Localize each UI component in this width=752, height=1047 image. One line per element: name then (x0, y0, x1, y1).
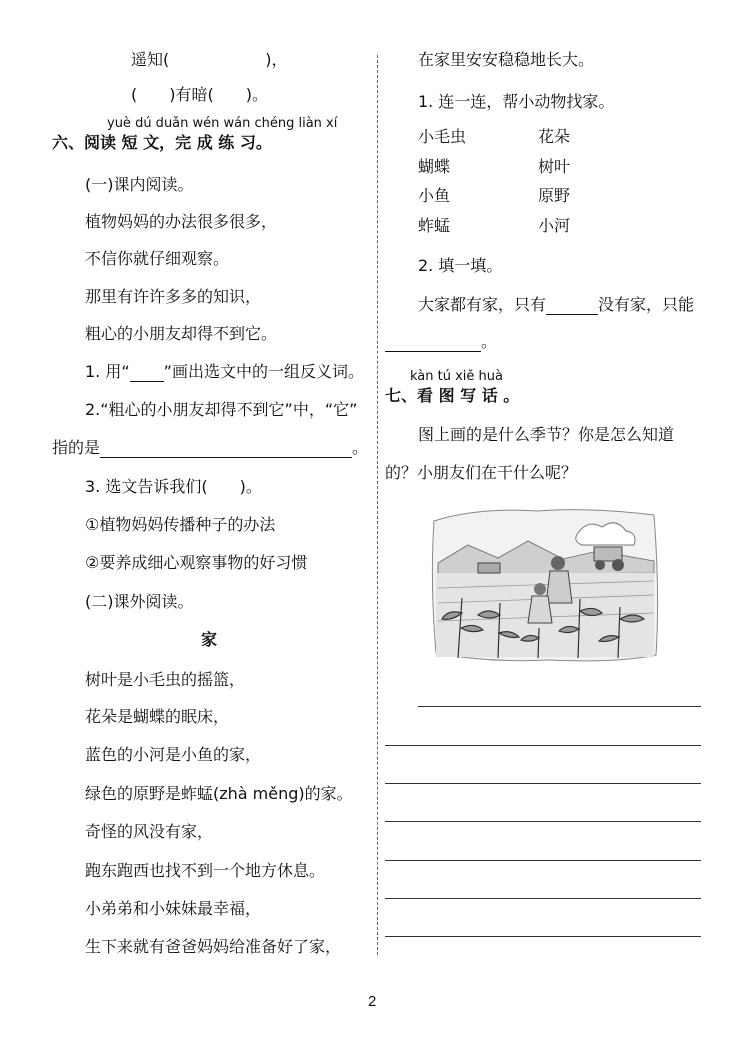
writing-line-5[interactable] (385, 860, 701, 861)
writing-line-1[interactable] (418, 706, 701, 707)
option-2: ②要养成细心观察事物的好习惯 (85, 553, 308, 572)
part2-label: (二)课外阅读。 (85, 592, 194, 611)
right-question-2: 2. 填一填。 (418, 256, 503, 275)
farm-scene-svg (428, 503, 660, 665)
poem-text-3: 那里有许许多多的知识， (85, 287, 262, 306)
question-2-end: 。 (352, 438, 369, 457)
story-line-2: 花朵是蝴蝶的眠床， (85, 707, 230, 726)
animal-3[interactable]: 小鱼 (418, 186, 451, 205)
animal-1[interactable]: 小毛虫 (418, 127, 467, 146)
story-title: 家 (201, 630, 218, 649)
prompt-line-1: 图上画的是什么季节？你是怎么知道 (418, 425, 675, 444)
home-4[interactable]: 小河 (538, 216, 571, 235)
animal-4[interactable]: 蚱蜢 (418, 216, 451, 235)
fill-sentence-2 (385, 332, 497, 352)
column-divider (377, 55, 378, 955)
home-1[interactable]: 花朵 (538, 127, 571, 146)
option-1: ①植物妈妈传播种子的办法 (85, 515, 276, 534)
farm-scene-illustration (428, 503, 660, 665)
fill-blank-2[interactable] (385, 335, 481, 352)
writing-line-7[interactable] (385, 936, 701, 937)
writing-line-3[interactable] (385, 783, 701, 784)
home-3[interactable]: 原野 (538, 186, 571, 205)
question-1-text-b: ”画出选文中的一组反义词。 (163, 362, 364, 381)
part1-label: (一)课内阅读。 (85, 175, 194, 194)
section6-pinyin: yuè dú duǎn wén wán chéng liàn xí (107, 116, 338, 131)
prompt-line-2: 的？小朋友们在干什么呢？ (385, 463, 578, 482)
poem-text-1: 植物妈妈的办法很多很多， (85, 212, 278, 231)
question-3: 3. 选文告诉我们( )。 (85, 477, 262, 496)
fill-text-c: 。 (481, 332, 498, 351)
section6-title: 六、阅读 短 文，完 成 练 习。 (52, 133, 272, 152)
right-question-1: 1. 连一连，帮小动物找家。 (418, 92, 615, 111)
story-line-4: 绿色的原野是蚱蜢(zhà měng)的家。 (85, 784, 353, 803)
story-line-8: 生下来就有爸爸妈妈给准备好了家， (85, 937, 342, 956)
question-2: 2.“粗心的小朋友却得不到它”中，“它” (85, 400, 358, 419)
story-line-6: 跑东跑西也找不到一个地方休息。 (85, 861, 326, 880)
section7-title: 七、看 图 写 话 。 (385, 386, 520, 405)
question-2-answer (52, 438, 368, 458)
underline-sample (130, 365, 164, 382)
story-line-5: 奇怪的风没有家， (85, 822, 214, 841)
question-1 (85, 362, 364, 382)
writing-line-6[interactable] (385, 898, 701, 899)
poem-text-4: 粗心的小朋友却得不到它。 (85, 324, 278, 343)
fill-sentence (418, 295, 694, 315)
answer-blank[interactable] (100, 441, 352, 458)
section7-pinyin: kàn tú xiě huà (410, 369, 503, 384)
writing-line-4[interactable] (385, 821, 701, 822)
story-line-1: 树叶是小毛虫的摇篮， (85, 670, 246, 689)
animal-2[interactable]: 蝴蝶 (418, 157, 451, 176)
question-2-prefix: 指的是 (52, 438, 101, 457)
story-line-7: 小弟弟和小妹妹最幸福， (85, 899, 262, 918)
poem-text-2: 不信你就仔细观察。 (85, 249, 230, 268)
fill-text-a: 大家都有家，只有 (418, 295, 547, 314)
story-line-9: 在家里安安稳稳地长大。 (418, 50, 595, 69)
page-number: 2 (368, 993, 377, 1010)
fill-text-b: 没有家，只能 (598, 295, 695, 314)
story-line-3: 蓝色的小河是小鱼的家， (85, 745, 262, 764)
fill-blank-1[interactable] (546, 298, 598, 315)
writing-line-2[interactable] (385, 745, 701, 746)
poem-line-2: ( )有暗( )。 (131, 85, 268, 104)
home-2[interactable]: 树叶 (538, 157, 571, 176)
poem-line-1: 遥知( )， (131, 50, 288, 69)
question-1-text-a: 1. 用“ (85, 362, 130, 381)
